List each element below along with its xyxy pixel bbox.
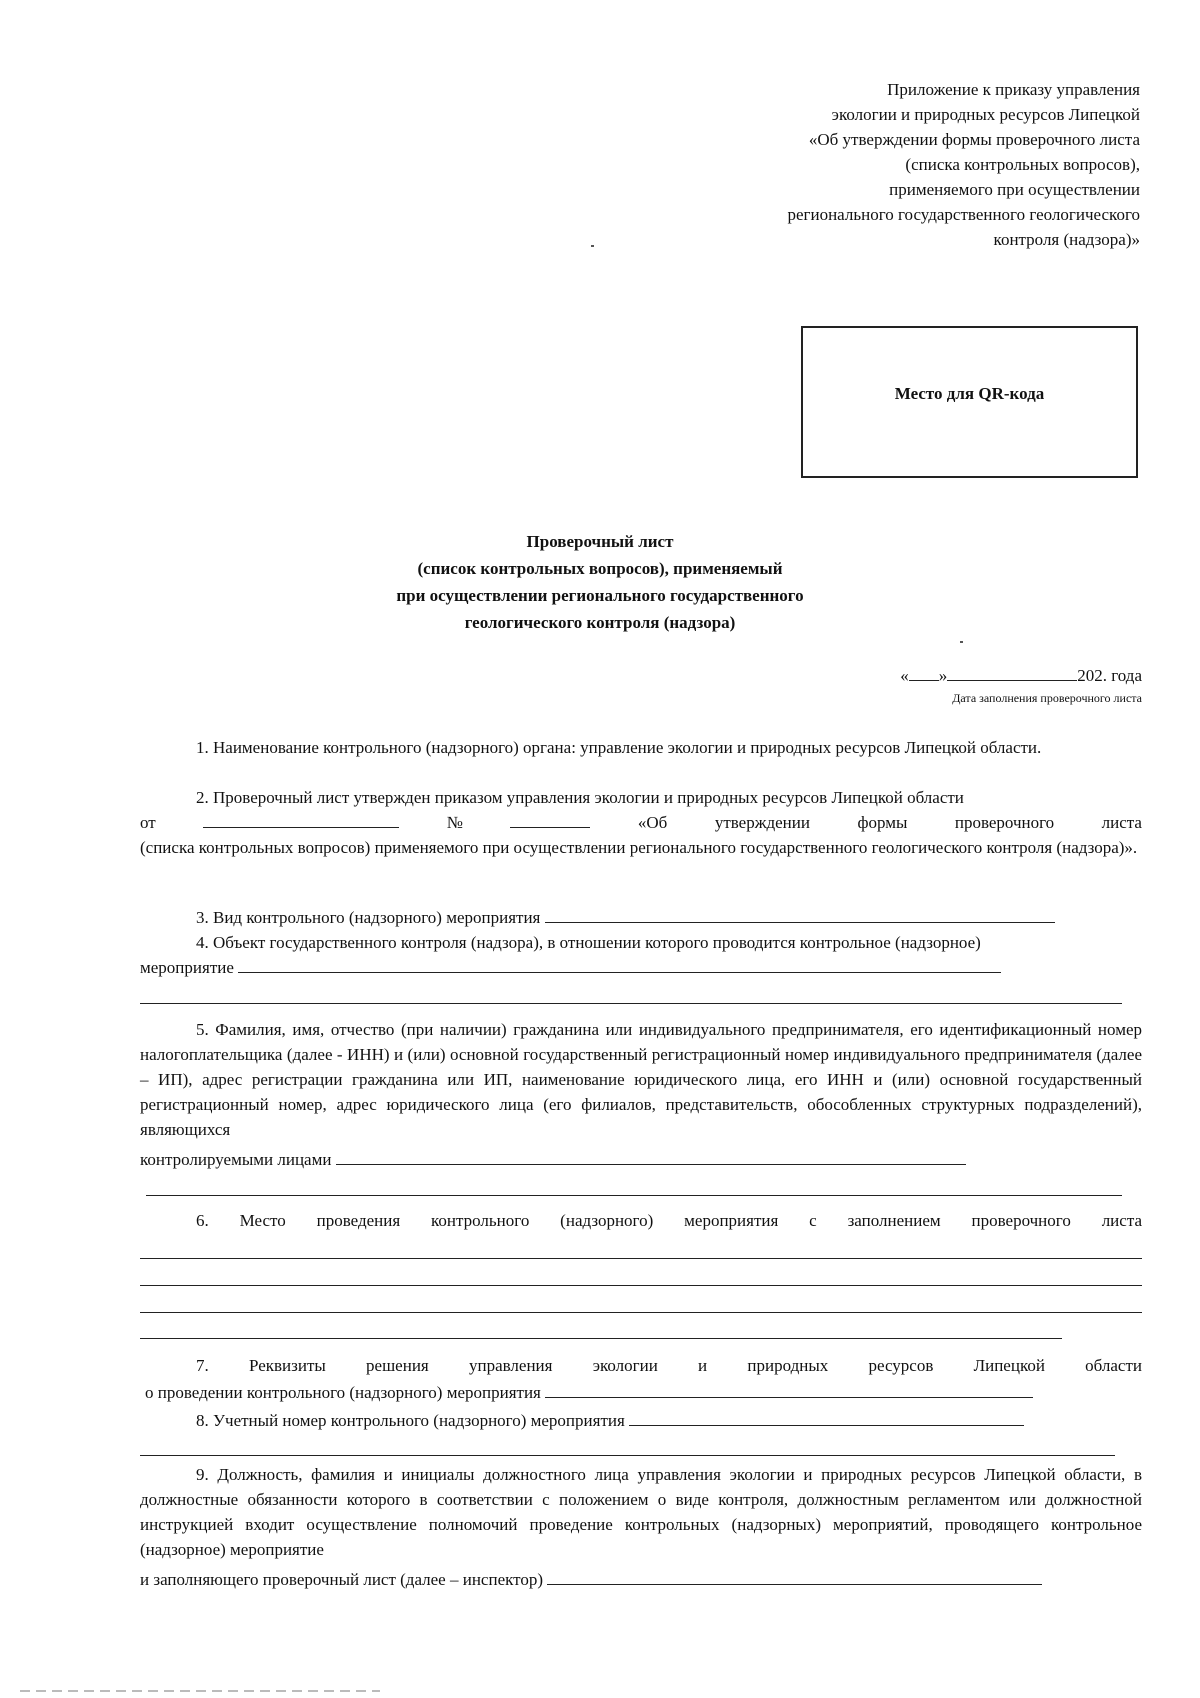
decision-details-field[interactable] [545,1380,1033,1398]
appendix-line: контроля (надзора)» [993,230,1140,249]
item-4 [140,930,1142,980]
item-3 [140,905,1142,930]
item-9: 9. Должность, фамилия и инициалы должностного лица управления экологии и природных ресурсов Липецкой области, в должностные обязанности которого в соответствии с положением о виде контроля, должностным регламентом или должностной инструкцией входит осуществление полномочий проведение контрольных (надзорных) мероприятий, проводящего контрольное (надзорное) мероприятие [140,1465,1142,1559]
item-2-word: «Об [637,813,668,832]
item-2-line2 [140,810,1142,835]
item-2-word: проверочного [954,813,1055,832]
day-field[interactable] [909,663,939,681]
item-6: 6. Место проведения контрольного (надзорного) мероприятия с заполнением проверочного листа [196,1211,1142,1230]
order-number-field[interactable] [510,810,590,828]
document-title [300,528,900,636]
appendix-line: (списка контрольных вопросов), [905,155,1140,174]
title-line: при осуществлении регионального государственного [396,586,804,605]
scan-speck [591,245,594,247]
item-7-cont-label: о проведении контрольного (надзорного) мероприятия [145,1383,541,1402]
date-open-quote: « [900,666,909,685]
item-2-word: формы [857,813,908,832]
item-8 [140,1408,1142,1433]
controlled-persons-field-2[interactable] [146,1195,1122,1196]
qr-code-placeholder [801,326,1138,478]
scan-noise [20,1690,380,1692]
appendix-line: Приложение к приказу управления [887,80,1140,99]
appendix-line: применяемого при осуществлении [889,180,1140,199]
fill-date [855,663,1142,688]
item-8-label: 8. Учетный номер контрольного (надзорного) мероприятия [196,1411,625,1430]
item-4-cont-label: мероприятие [140,958,234,977]
control-object-field-2[interactable] [140,1003,1122,1004]
title-line: геологического контроля (надзора) [464,613,736,632]
item-5: 5. Фамилия, имя, отчество (при наличии) гражданина или индивидуального предпринимателя, его идентификационный номер налогоплательщика (далее - ИНН) и (или) основной государственный регистрационный номер индивидуального предпринимателя (далее – ИП), адрес регистрации гражданина или ИП, наименование юридического лица, его ИНН и (или) основной государственный регистрационный номер, адрес юридического лица (его филиалов, представительств, обособленных структурных подразделений), являющихся [140,1020,1142,1139]
item-3-label: 3. Вид контрольного (надзорного) мероприятия [196,908,541,927]
inspector-field[interactable] [547,1567,1042,1585]
appendix-line: регионального государственного геологического [787,205,1140,224]
item-7: 7. Реквизиты решения управления экологии и природных ресурсов Липецкой области [196,1356,1142,1375]
item-4-label: 4. Объект государственного контроля (надзора), в отношении которого проводится контрольное (надзорное) [196,933,981,952]
item-2-rest: (списка контрольных вопросов) применяемого при осуществлении регионального государственного геологического контроля (надзора)». [140,838,1138,857]
item-2-word: утверждении [714,813,810,832]
registration-number-field-2[interactable] [140,1455,1115,1456]
order-date-field[interactable] [203,810,399,828]
qr-placeholder-label: Место для QR-кода [894,384,1045,403]
item-2-number-sign: № [446,813,463,832]
appendix-line: экологии и природных ресурсов Липецкой [831,105,1140,124]
item-2-line1: 2. Проверочный лист утвержден приказом управления экологии и природных ресурсов Липецкой области [196,788,964,807]
item-9-cont [140,1567,1142,1592]
title-line: Проверочный лист [526,532,674,551]
appendix-line: «Об утверждении формы проверочного листа [808,130,1140,149]
inspection-type-field[interactable] [545,905,1055,923]
date-caption: Дата заполнения проверочного листа [952,691,1142,705]
location-field-1[interactable] [140,1258,1142,1259]
item-2 [140,785,1142,860]
item-2-from: от [140,813,156,832]
item-7-cont [145,1380,1147,1405]
location-field-4[interactable] [140,1338,1062,1339]
controlled-persons-field[interactable] [336,1147,966,1165]
scan-speck [960,641,963,643]
item-5-cont-label: контролируемыми лицами [140,1150,332,1169]
date-close-quote: » [938,666,948,685]
registration-number-field[interactable] [629,1408,1024,1426]
item-9-cont-label: и заполняющего проверочный лист (далее – инспектор) [140,1570,544,1589]
item-1: 1. Наименование контрольного (надзорного) органа: управление экологии и природных ресурсов Липецкой области. [196,738,1042,757]
item-4-cont [140,955,1142,980]
month-field[interactable] [947,663,1077,681]
location-field-2[interactable] [140,1285,1142,1286]
item-5-cont [140,1147,1142,1172]
control-object-field[interactable] [238,955,1001,973]
date-year: 202. года [1077,666,1142,685]
item-2-word: листа [1101,813,1142,832]
appendix-header [640,77,1140,252]
title-line: (список контрольных вопросов), применяемый [417,559,783,578]
location-field-3[interactable] [140,1312,1142,1313]
